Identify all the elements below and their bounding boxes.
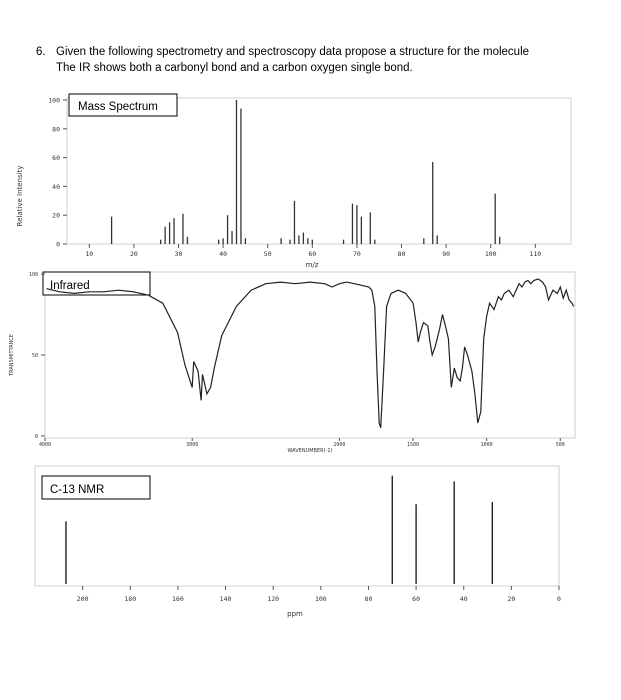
nmr-x-axis-label: ppm	[287, 610, 303, 618]
ir-x-tick-label: 500	[555, 442, 565, 448]
ms-y-tick-label: 0	[56, 240, 60, 249]
nmr-x-tick-label: 180	[124, 595, 137, 603]
ms-x-tick-label: 10	[85, 250, 94, 258]
ir-x-tick-label: 1000	[480, 442, 493, 448]
ms-x-axis-label: m/z	[305, 261, 319, 269]
ir-y-tick-label: 0	[34, 434, 38, 440]
nmr-x-tick-label: 100	[314, 595, 327, 603]
nmr-x-tick-label: 160	[172, 595, 184, 603]
ir-y-axis-label: TRANSMITTANCE	[9, 334, 15, 376]
ir-x-tick-label: 4000	[38, 442, 52, 448]
ir-x-tick-label: 2000	[333, 442, 346, 448]
mass-spectrum-chart	[16, 94, 571, 269]
nmr-x-tick-label: 20	[507, 595, 516, 603]
nmr-x-tick-label: 200	[76, 595, 89, 603]
ms-y-tick-label: 20	[52, 211, 60, 220]
nmr-x-tick-label: 60	[412, 595, 421, 603]
nmr-x-tick-label: 40	[459, 595, 468, 603]
ms-x-tick-label: 80	[397, 250, 406, 258]
ir-x-axis-label: WAVENUMBER(-1)	[287, 448, 333, 454]
ir-x-tick-label: 3000	[186, 442, 199, 448]
nmr-x-tick-label: 0	[557, 595, 561, 603]
question-line-2: The IR shows both a carbonyl bond and a carbon oxygen single bond.	[56, 62, 413, 74]
ir-title: Infrared	[50, 280, 90, 292]
question-number: 6.	[36, 46, 46, 58]
nmr-x-tick-label: 140	[219, 595, 232, 603]
ms-title: Mass Spectrum	[78, 101, 158, 113]
ir-spectrum-chart	[9, 272, 575, 454]
ms-y-axis-label: Relative Intensity	[16, 165, 24, 227]
ms-y-tick-label: 60	[52, 154, 60, 163]
ir-y-tick-label: 100	[28, 272, 38, 278]
ms-x-tick-label: 70	[352, 250, 361, 258]
ms-x-tick-label: 30	[174, 250, 183, 258]
ms-x-tick-label: 40	[219, 250, 228, 258]
ms-x-tick-label: 60	[308, 250, 317, 258]
ms-x-tick-label: 50	[263, 250, 272, 258]
ms-x-tick-label: 90	[442, 250, 451, 258]
ms-y-tick-label: 40	[52, 182, 60, 191]
ir-plot-frame	[45, 272, 575, 438]
ms-x-tick-label: 20	[129, 250, 138, 258]
ms-x-tick-label: 100	[484, 250, 497, 258]
ms-y-tick-label: 100	[48, 96, 60, 105]
nmr-x-tick-label: 120	[267, 595, 280, 603]
nmr-x-tick-label: 80	[364, 595, 373, 603]
ms-y-tick-label: 80	[52, 125, 60, 134]
nmr-title: C-13 NMR	[50, 484, 105, 496]
ms-x-tick-label: 110	[529, 250, 542, 258]
ir-transmittance-line	[47, 279, 574, 428]
c13-nmr-chart	[35, 466, 561, 618]
question-line-1: Given the following spectrometry and spectroscopy data propose a structure for the molecule	[56, 46, 530, 58]
ir-x-tick-label: 1500	[407, 442, 420, 448]
ir-y-tick-label: 50	[31, 353, 38, 359]
